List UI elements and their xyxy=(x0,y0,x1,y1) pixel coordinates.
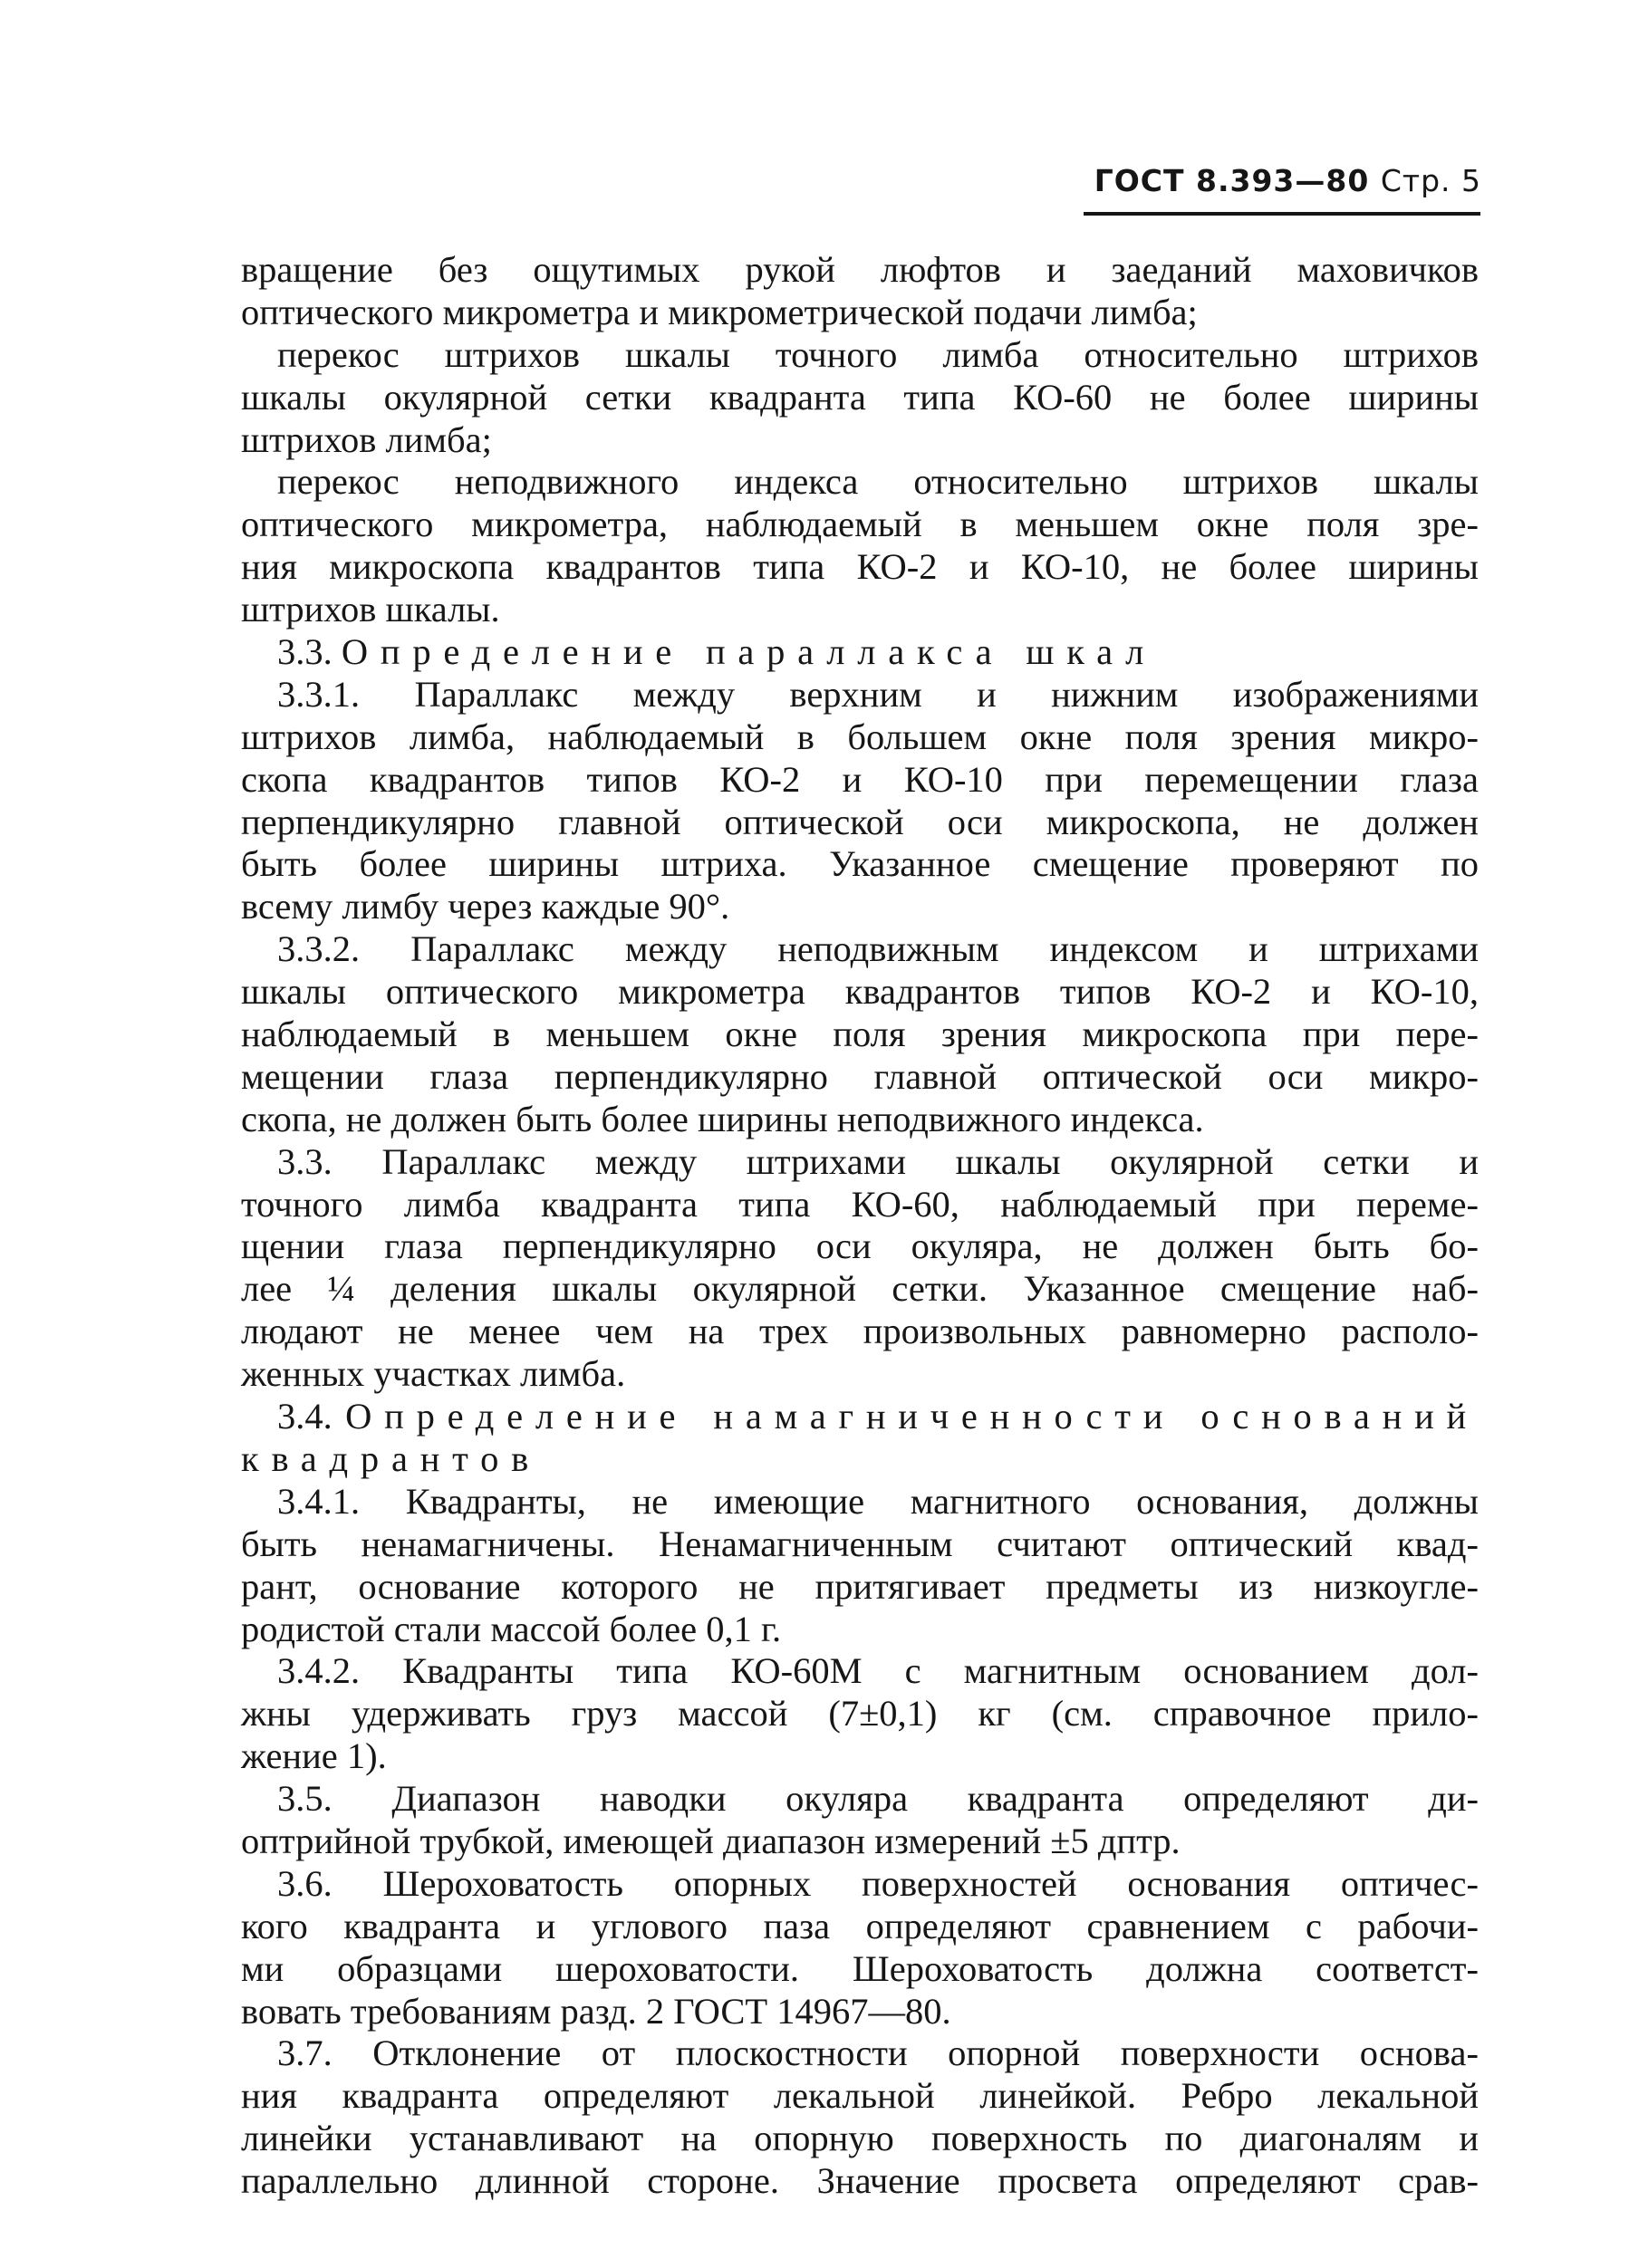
text-line: быть ненамагничены. Ненамагниченным считают оптический квад- xyxy=(241,1523,1479,1564)
text-line: кого квадранта и углового паза определяют сравнением с рабочи- xyxy=(241,1905,1479,1946)
text-line: щении глаза перпендикулярно оси окуляра, не должен быть бо- xyxy=(241,1225,1479,1267)
text-line: перекос неподвижного индекса относительно штрихов шкалы xyxy=(277,461,1479,503)
header-rule xyxy=(1084,212,1480,216)
document-code: ГОСТ 8.393—80 xyxy=(1094,163,1370,198)
section-heading xyxy=(241,631,1479,674)
text-line: жны удерживать груз массой (7±0,1) кг (см. справочное прило- xyxy=(241,1693,1479,1735)
section-title: Определение параллакса шкал xyxy=(341,631,1157,673)
text-line: шкалы оптического микрометра квадрантов типов КО-2 и КО-10, xyxy=(241,971,1479,1013)
text-line: родистой стали массой более 0,1 г. xyxy=(241,1608,782,1649)
text-line: оптического микрометра, наблюдаемый в меньшем окне поля зре- xyxy=(241,504,1479,545)
text-line: быть более ширины штриха. Указанное смещение проверяют по xyxy=(241,843,1479,885)
text-line: лее ¼ деления шкалы окулярной сетки. Указанное смещение наб- xyxy=(241,1268,1479,1310)
text-line: линейки устанавливают на опорную поверхность по диагоналям и xyxy=(241,2118,1479,2159)
text-line: 3.7. Отклонение от плоскостности опорной поверхности основа- xyxy=(277,2033,1479,2074)
text-line: параллельно длинной стороне. Значение просвета определяют срав- xyxy=(241,2160,1479,2202)
text-line: рант, основание которого не притягивает предметы из низкоугле- xyxy=(241,1565,1479,1607)
text-line: 3.3. Параллакс между штрихами шкалы окулярной сетки и xyxy=(277,1140,1479,1182)
text-line: мещении глаза перпендикулярно главной оптической оси микро- xyxy=(241,1055,1479,1097)
page-header xyxy=(1094,163,1481,198)
text-line: шкалы окулярной сетки квадранта типа КО-60 не более ширины xyxy=(241,376,1479,418)
text-line: 3.4.1. Квадранты, не имеющие магнитного основания, должны xyxy=(277,1480,1479,1522)
text-line: вращение без ощутимых рукой люфтов и заеданий маховичков xyxy=(241,249,1479,290)
text-line: оптрийной трубкой, имеющей диапазон измерений ±5 дптр. xyxy=(241,1820,1181,1861)
text-line: ния квадранта определяют лекальной линейкой. Ребро лекальной xyxy=(241,2075,1479,2117)
section-heading-continuation xyxy=(241,1438,1479,1481)
section-heading xyxy=(241,1396,1479,1438)
text-line: 3.6. Шероховатость опорных поверхностей основания оптичес- xyxy=(277,1862,1479,1904)
text-line: 3.3.2. Параллакс между неподвижным индексом и штрихами xyxy=(277,928,1479,970)
section-number: 3.4. xyxy=(277,1396,333,1437)
section-title: квадрантов xyxy=(241,1437,541,1479)
text-line: перекос штрихов шкалы точного лимба относительно штрихов xyxy=(277,333,1479,375)
text-line: 3.5. Диапазон наводки окуляра квадранта определяют ди- xyxy=(277,1778,1479,1820)
body-text xyxy=(241,249,1479,2203)
text-line: оптического микрометра и микрометрической подачи лимба; xyxy=(241,291,1198,332)
text-line: женных участках лимба. xyxy=(241,1353,626,1395)
text-line: жение 1). xyxy=(241,1735,387,1777)
text-line: штрихов шкалы. xyxy=(241,589,500,630)
text-line: точного лимба квадранта типа КО-60, наблюдаемый при переме- xyxy=(241,1183,1479,1225)
text-line: людают не менее чем на трех произвольных равномерно располо- xyxy=(241,1311,1479,1352)
text-line: ми образцами шероховатости. Шероховатость должна соответст- xyxy=(241,1947,1479,1989)
text-line: перпендикулярно главной оптической оси микроскопа, не должен xyxy=(241,801,1479,842)
text-line: ния микроскопа квадрантов типа КО-2 и КО-10, не более ширины xyxy=(241,546,1479,588)
text-line: 3.3.1. Параллакс между верхним и нижним изображениями xyxy=(277,673,1479,715)
section-title: Определение намагниченности оснований xyxy=(345,1396,1479,1437)
text-line: вовать требованиям разд. 2 ГОСТ 14967—80. xyxy=(241,1990,951,2032)
text-line: скопа, не должен быть более ширины неподвижного индекса. xyxy=(241,1098,1204,1139)
text-line: штрихов лимба; xyxy=(241,418,492,460)
page-number: Стр. 5 xyxy=(1380,163,1481,198)
section-number: 3.3. xyxy=(277,631,333,673)
text-line: наблюдаемый в меньшем окне поля зрения микроскопа при пере- xyxy=(241,1014,1479,1055)
text-line: скопа квадрантов типов КО-2 и КО-10 при перемещении глаза xyxy=(241,758,1479,800)
text-line: штрихов лимба, наблюдаемый в большем окне поля зрения микро- xyxy=(241,716,1479,757)
text-line: 3.4.2. Квадранты типа КО-60М с магнитным основанием дол- xyxy=(277,1650,1479,1692)
text-line: всему лимбу через каждые 90°. xyxy=(241,886,730,927)
